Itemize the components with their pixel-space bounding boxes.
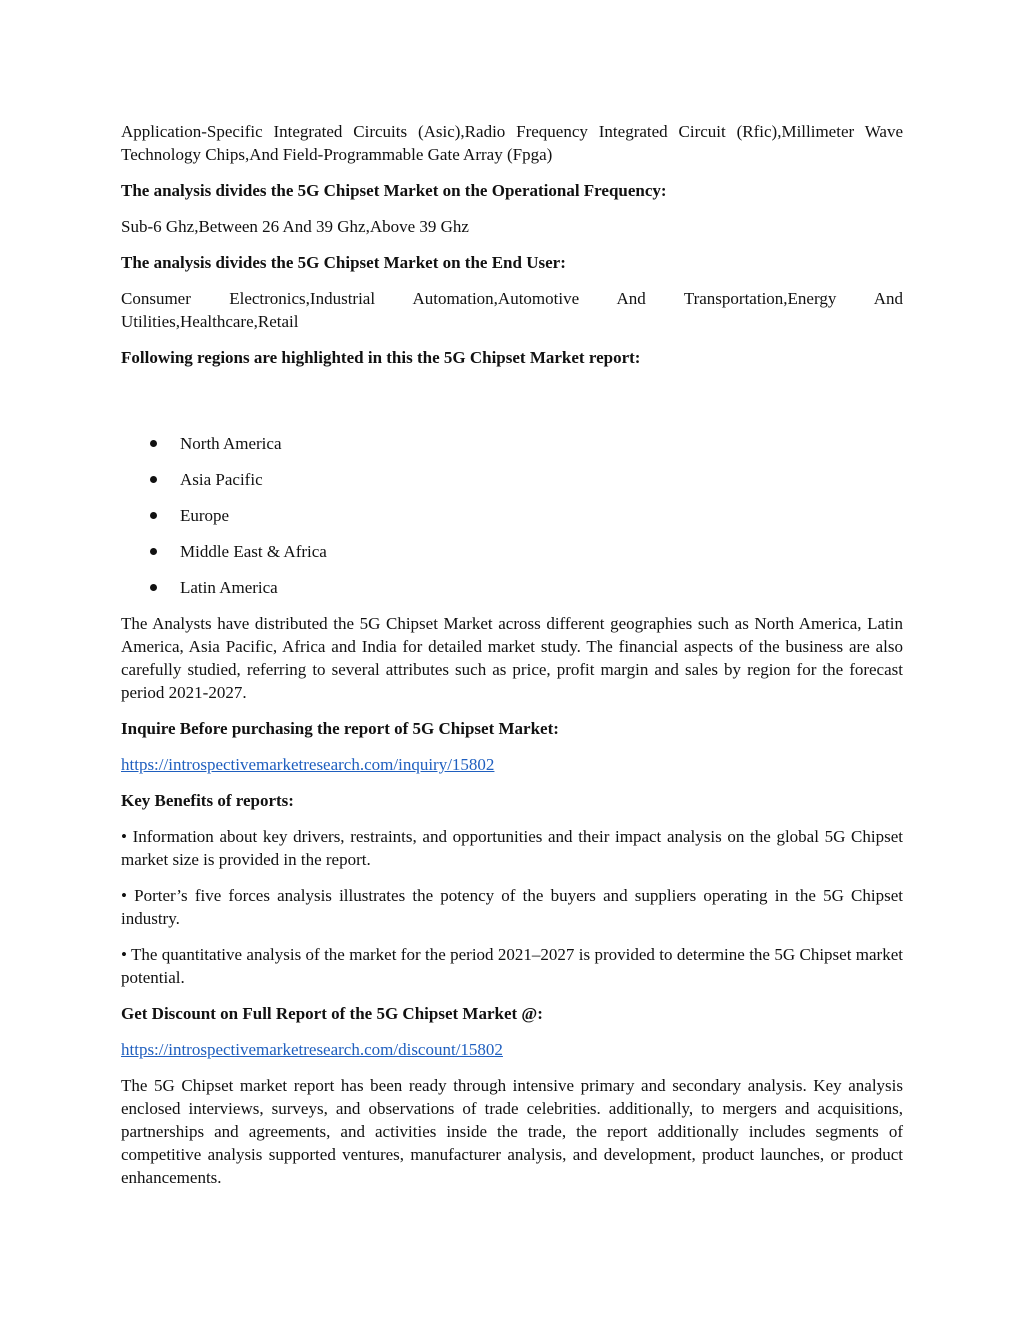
end-user-text: Consumer Electronics,Industrial Automation,Automotive And Transportation,Energy And Utilities,Healthcare,Retail (121, 289, 903, 331)
spacer (121, 382, 903, 432)
region-name: North America (180, 434, 282, 453)
benefit-item: • Information about key drivers, restraints, and opportunities and their impact analysis on the global 5G Chipset market size is provided in the report. (121, 827, 903, 869)
discount-link[interactable]: https://introspectivemarketresearch.com/discount/15802 (121, 1040, 503, 1059)
region-name: Asia Pacific (180, 470, 263, 489)
bullet-icon (150, 584, 157, 591)
document-page (121, 120, 903, 1202)
bullet-icon (150, 512, 157, 519)
inquire-heading: Inquire Before purchasing the report of 5G Chipset Market: (121, 719, 559, 738)
region-name: Latin America (180, 578, 278, 597)
frequency-text: Sub-6 Ghz,Between 26 And 39 Ghz,Above 39 Ghz (121, 217, 469, 236)
bullet-icon (150, 548, 157, 555)
end-user-heading: The analysis divides the 5G Chipset Market on the End User: (121, 253, 566, 272)
discount-link-line (121, 1038, 903, 1061)
benefits-heading: Key Benefits of reports: (121, 791, 294, 810)
discount-heading: Get Discount on Full Report of the 5G Chipset Market @: (121, 1004, 543, 1023)
benefit-item: • The quantitative analysis of the market for the period 2021–2027 is provided to determine the 5G Chipset market potential. (121, 945, 903, 987)
list-item (121, 468, 903, 504)
list-item (121, 540, 903, 576)
inquiry-link[interactable]: https://introspectivemarketresearch.com/inquiry/15802 (121, 755, 495, 774)
bullet-icon (150, 440, 157, 447)
benefit-item: • Porter’s five forces analysis illustrates the potency of the buyers and suppliers operating in the 5G Chipset industry. (121, 886, 903, 928)
regions-list (121, 432, 903, 612)
analysts-paragraph: The Analysts have distributed the 5G Chipset Market across different geographies such as North America, Latin America, Asia Pacific, Africa and India for detailed market study. The financial aspects of the business are also carefully studied, referring to several attributes such as price, profit margin and sales by region for the forecast period 2021-2027. (121, 614, 903, 702)
regions-heading: Following regions are highlighted in this the 5G Chipset Market report: (121, 348, 641, 367)
list-item (121, 576, 903, 612)
segment-types-text: Application-Specific Integrated Circuits (Asic),Radio Frequency Integrated Circuit (Rfic),Millimeter Wave Technology Chips,And Field-Programmable Gate Array (Fpga) (121, 122, 903, 164)
list-item (121, 504, 903, 540)
closing-paragraph: The 5G Chipset market report has been ready through intensive primary and secondary analysis. Key analysis enclosed interviews, surveys, and observations of trade celebrities. additionally, to mergers and acquisitions, partnerships and agreements, and activities inside the trade, the report additionally includes segments of competitive analysis supported ventures, manufacturer analysis, and development, product launches, or product enhancements. (121, 1076, 903, 1187)
region-name: Middle East & Africa (180, 542, 327, 561)
bullet-icon (150, 476, 157, 483)
region-name: Europe (180, 506, 230, 525)
list-item (121, 432, 903, 468)
inquire-link-line (121, 753, 903, 776)
frequency-heading: The analysis divides the 5G Chipset Market on the Operational Frequency: (121, 181, 667, 200)
